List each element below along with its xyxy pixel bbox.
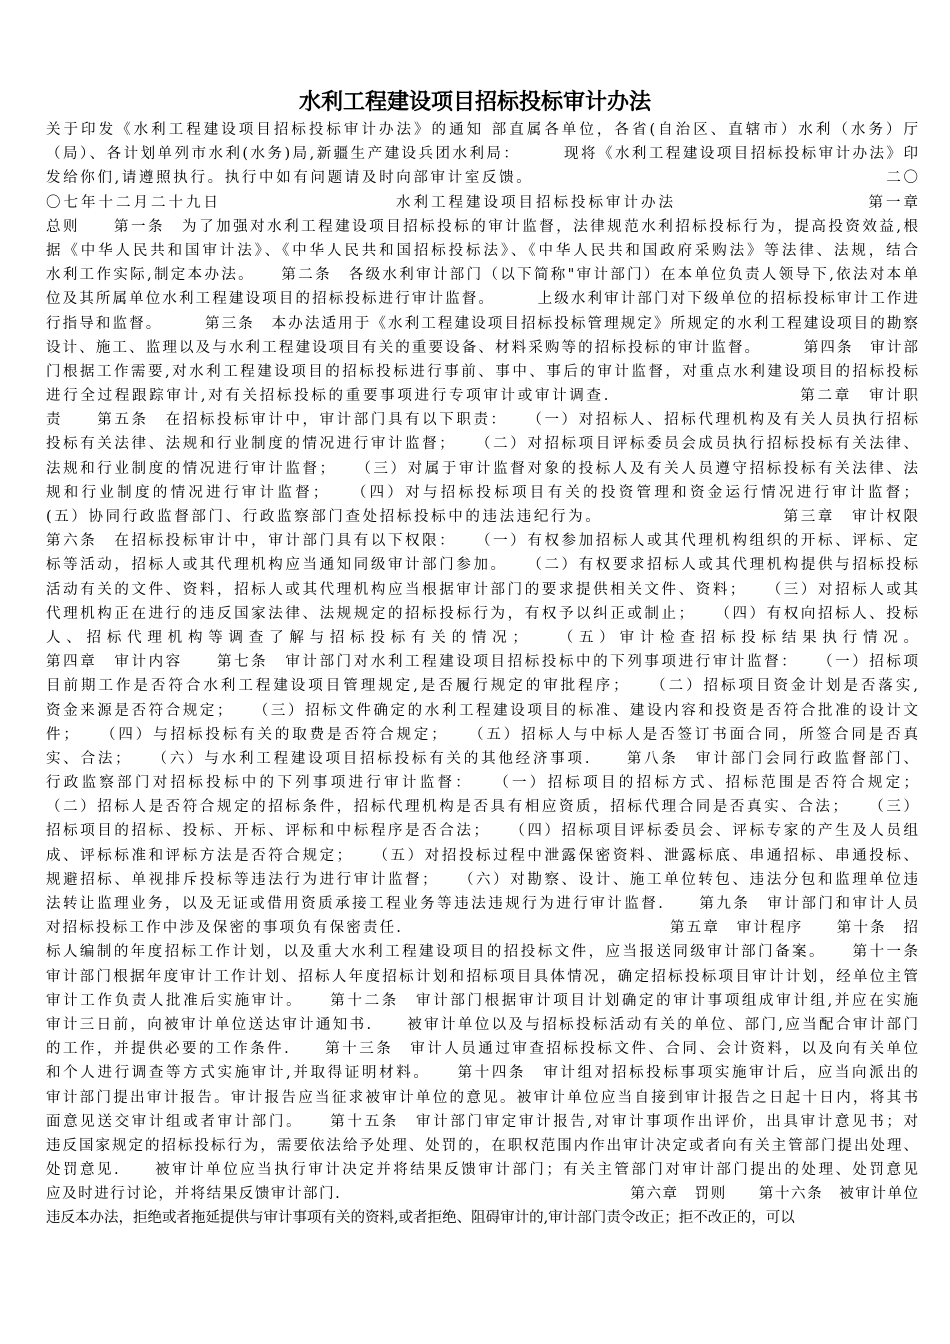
- body-line: 行指导和监督。 第三条 本办法适用于《水利工程建设项目招标投标管理规定》所规定的水利工程建设项目的勘察: [46, 315, 918, 332]
- document-body: [46, 118, 918, 1231]
- body-line: 法转让监理业务，以及无证或借用资质承接工程业务等违法违规行为进行审计监督. 第九条 审计部门和审计人员: [46, 896, 918, 912]
- body-line: 关于印发《水利工程建设项目招标投标审计办法》的通知 部直属各单位，各省(自治区、直辖市）水利（水务）厅: [46, 122, 918, 138]
- body-line: 处罚意见. 被审计单位应当执行审计决定并将结果反馈审计部门；有关主管部门对审计部门提出的处理、处罚意见: [46, 1162, 918, 1179]
- body-line: 招标项目的招标、投标、开标、评标和中标程序是否合法； （四）招标项目评标委员会、评标专家的产生及人员组: [46, 823, 918, 840]
- body-line: 行政监察部门对招标投标中的下列事项进行审计监督： （一）招标项目的招标方式、招标范围是否符合规定；: [46, 775, 918, 792]
- body-line: 成、评标标准和评标方法是否符合规定； （五）对招投标过程中泄露保密资料、泄露标底、串通招标、串通投标、: [46, 847, 918, 864]
- body-line: 实、合法； （六）与水利工程建设项目招标投标有关的其他经济事项. 第八条 审计部门会同行政监督部门、: [46, 750, 918, 767]
- body-line: 目前期工作是否符合水利工程建设项目管理规定,是否履行规定的审批程序； （二）招标项目资金计划是否落实,: [46, 678, 918, 695]
- body-line: 门根据工作需要,对水利工程建设项目的招标投标进行事前、事中、事后的审计监督，对重点水利建设项目的招标投标: [46, 363, 918, 380]
- body-line: 第六条 在招标投标审计中，审计部门具有以下权限： （一）有权参加招标人或其代理机构组织的开标、评标、定: [46, 533, 918, 550]
- body-line: 标人编制的年度招标工作计划，以及重大水利工程建设项目的招投标文件，应当报送同级审计部门备案。 第十一条: [46, 944, 918, 961]
- body-line: 据《中华人民共和国审计法》、《中华人民共和国招标投标法》、《中华人民共和国政府采购法》等法律、法规，结合: [46, 242, 918, 259]
- body-line: 代理机构正在进行的违反国家法律、法规规定的招标投标行为，有权予以纠正或制止； （四）有权向招标人、投标: [46, 605, 918, 622]
- body-line: 和个人进行调查等方式实施审计,并取得证明材料。 第十四条 审计组对招标投标事项实施审计后，应当向派出的: [46, 1065, 918, 1082]
- body-line: 审计部门根据年度审计工作计划、招标人年度招标计划和招标项目具体情况，确定招标投标项目审计计划，经单位主管: [46, 968, 918, 985]
- body-line: 应及时进行讨论，并将结果反馈审计部门. 第六章 罚则 第十六条 被审计单位: [46, 1186, 918, 1203]
- body-line: 的工作，并提供必要的工作条件. 第十三条 审计人员通过审查招标投标文件、合同、会计资料，以及向有关单位: [46, 1041, 918, 1058]
- body-line: 规避招标、单视排斥投标等违法行为进行审计监督； （六）对勘察、设计、施工单位转包、违法分包和监理单位违: [46, 871, 918, 888]
- body-line: 设计、施工、监理以及与水利工程建设项目有关的重要设备、材料采购等的招标投标的审计监督。 第四条 审计部: [46, 339, 918, 356]
- body-line: 进行全过程跟踪审计,对有关招标投标的重要事项进行专项审计或审计调查. 第二章 审计职: [46, 388, 918, 405]
- body-line: 总则 第一条 为了加强对水利工程建设项目招标投标的审计监督，法律规范水利招标投标行为，提高投资效益,根: [46, 218, 918, 235]
- body-line: 人、招标代理机构等调查了解与招标投标有关的情况； （五）审计检查招标投标结果执行情况。: [46, 629, 918, 646]
- body-line: 法规和行业制度的情况进行审计监督； （三）对属于审计监督对象的投标人及有关人员遵守招标投标有关法律、法: [46, 460, 918, 477]
- body-line: 对招标投标工作中涉及保密的事项负有保密责任. 第五章 审计程序 第十条 招: [46, 920, 918, 937]
- body-line: 资金来源是否符合规定； （三）招标文件确定的水利工程建设项目的标准、建设内容和投资是否符合批准的设计文: [46, 702, 918, 719]
- body-line: 活动有关的文件、资料，招标人或其代理机构应当根据审计部门的要求提供相关文件、资料； （三）对招标人或其: [46, 581, 918, 598]
- body-line: 违反国家规定的招标投标行为，需要依法给予处理、处罚的，在职权范围内作出审计决定或者向有关主管部门提出处理、: [46, 1137, 918, 1154]
- body-line: 件； （四）与招标投标有关的取费是否符合规定； （五）招标人与中标人是否签订书面合同，所签合同是否真: [46, 726, 918, 743]
- body-line: 水利工作实际,制定本办法。 第二条 各级水利审计部门（以下简称"审计部门）在本单位负责人领导下,依法对本单: [46, 267, 918, 284]
- body-line: 位及其所属单位水利工程建设项目的招标投标进行审计监督。 上级水利审计部门对下级单位的招标投标审计工作进: [46, 291, 918, 308]
- body-line: 审计三日前，向被审计单位送达审计通知书. 被审计单位以及与招标投标活动有关的单位、部门,应当配合审计部门: [46, 1016, 918, 1033]
- document-title: 水利工程建设项目招标投标审计办法: [298, 90, 651, 115]
- body-line: 责 第五条 在招标投标审计中，审计部门具有以下职责： （一）对招标人、招标代理机构及有关人员执行招标: [46, 412, 918, 429]
- body-line: 标等活动，招标人或其代理机构应当通知同级审计部门参加。 （二）有权要求招标人或其代理机构提供与招标投标: [46, 557, 918, 574]
- body-line: 面意见送交审计组或者审计部门。 第十五条 审计部门审定审计报告,对审计事项作出评价，出具审计意见书；对: [46, 1113, 918, 1130]
- body-line: 投标有关法律、法规和行业制度的情况进行审计监督； （二）对招标项目评标委员会成员执行招标投标有关法律、: [46, 436, 918, 453]
- body-line: （二）招标人是否符合规定的招标条件，招标代理机构是否具有相应资质，招标代理合同是否真实、合法； （三）: [46, 799, 918, 816]
- body-line: 第四章 审计内容 第七条 审计部门对水利工程建设项目招标投标中的下列事项进行审计监督： （一）招标项: [46, 654, 918, 671]
- body-line: 审计部门提出审计报告。审计报告应当征求被审计单位的意见。被审计单位应当自接到审计报告之日起十日内，将其书: [46, 1089, 918, 1106]
- body-line: 〇七年十二月二十九日 水利工程建设项目招标投标审计办法 第一章: [46, 194, 918, 211]
- body-line: 发给你们,请遵照执行。执行中如有问题请及时向部审计室反馈。 二〇: [46, 170, 918, 187]
- body-line: 审计工作负责人批准后实施审计。 第十二条 审计部门根据审计项目计划确定的审计事项组成审计组,并应在实施: [46, 992, 918, 1009]
- body-line: 规和行业制度的情况进行审计监督； （四）对与招标投标项目有关的投资管理和资金运行情况进行审计监督；: [46, 484, 918, 501]
- body-line: 违反本办法，拒绝或者拖延提供与审计事项有关的资料,或者拒绝、阻碍审计的,审计部门责令改正；拒不改正的，可以: [46, 1210, 795, 1227]
- body-line: (五）协同行政监督部门、行政监察部门查处招标投标中的违法违纪行为。 第三章 审计权限: [46, 509, 918, 525]
- body-line: （局）、各计划单列市水利(水务)局,新疆生产建设兵团水利局： 现将《水利工程建设项目招标投标审计办法》印: [46, 146, 918, 163]
